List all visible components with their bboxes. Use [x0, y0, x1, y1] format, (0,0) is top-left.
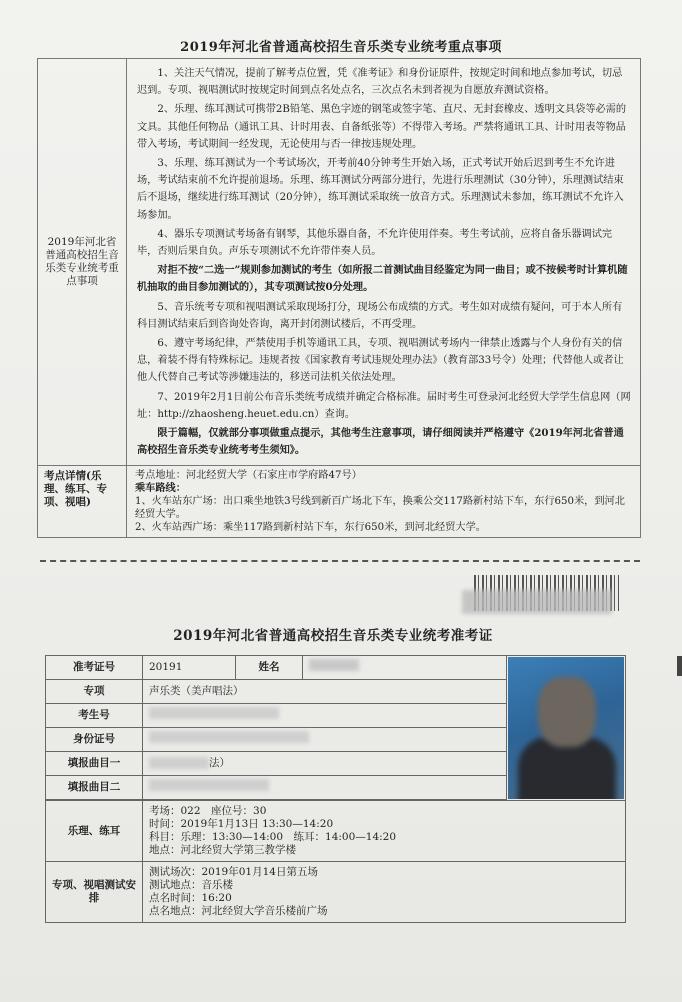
candidate-no-value	[143, 703, 507, 727]
admit-card-title: 2019年河北省普通高校招生音乐类专业统考准考证	[173, 628, 493, 644]
id-value	[143, 727, 507, 751]
theory-time: 时间：2019年1月13日 13:30—14:20	[149, 818, 334, 830]
candidate-photo	[508, 657, 624, 799]
song2-label: 填报曲目二	[46, 775, 143, 799]
venue-details-label: 考点详情(乐理、练耳、专项、视唱)	[38, 466, 127, 538]
candidate-no-label: 考生号	[46, 703, 143, 727]
notice-body	[127, 59, 641, 466]
notice-item-1: 1、关注天气情况，提前了解考点位置，凭《准考证》和身份证原件，按规定时间和地点参加考试，切忌迟到。专项、视唱测试时按规定时间到点名处点名，三次点名未到者视为自愿放弃测试资格。	[137, 68, 623, 97]
notice-item-4-rule: 对拒不按“二选一”规则参加测试的考生（如所报二首测试曲目经鉴定为同一曲目；或不按候考时计算机随机抽取的曲目参加测试的），其专项测试按0分处理。	[137, 264, 628, 294]
route-1: 1、火车站东广场：出口乘坐地铁3号线到新百广场北下车，换乘公交117路新村站下车，东行650米，到河北经贸大学。	[135, 496, 625, 521]
special-label: 专项、视唱测试安排	[46, 862, 143, 923]
theory-room: 考场：022 座位号：30	[149, 805, 267, 817]
notice-side-label: 2019年河北省普通高校招生音乐类专业统考重点事项	[38, 59, 127, 466]
notice-item-5: 5、音乐统考专项和视唱测试采取现场打分，现场公布成绩的方式。考生如对成绩有疑问，可于本人所有科目测试结束后到咨询处咨询，离开封闭测试楼后，不再受理。	[137, 301, 623, 330]
route-title: 乘车路线：	[135, 482, 186, 495]
theory-label: 乐理、练耳	[46, 801, 143, 862]
edge-mark	[677, 656, 682, 676]
theory-schedule	[143, 801, 626, 862]
photo-cell	[507, 656, 626, 801]
notice-item-closing: 限于篇幅，仅就部分事项做重点提示，其他考生注意事项，请仔细阅读并严格遵守《2019年河北省普通高校招生音乐类专业统考考生须知》。	[137, 427, 624, 457]
song2-value	[143, 775, 507, 799]
rollcall-time: 点名时间：16:20	[149, 892, 232, 904]
rollcall-location: 点名地点：河北经贸大学音乐楼前广场	[149, 905, 328, 917]
notice-table	[37, 58, 641, 538]
notice-item-3: 3、乐理、练耳测试为一个考试场次，开考前40分钟考生开始入场，正式考试开始后迟到考生不允许进场，考试结束前不允许提前退场。乐理、练耳测试分两部分进行，先进行乐理测试（30分钟），乐理测试结束后不退场，继续进行练耳测试（20分钟），练耳测试采取统一放音方式。乐理测试未参加，练耳测试不允许入场参加。	[137, 158, 624, 221]
venue-details	[127, 466, 641, 538]
venue-address: 考点地址：河北经贸大学（石家庄市学府路47号）	[135, 470, 362, 482]
exam-no-label: 准考证号	[46, 656, 143, 680]
special-schedule	[143, 862, 626, 923]
notice-item-4: 4、器乐专项测试考场备有钢琴，其他乐器自备，不允许使用伴奏。考生考试前，应将自备乐器调试完毕，否则后果自负。声乐专项测试不允许带伴奏人员。	[137, 228, 613, 258]
notice-item-7: 7、2019年2月1日前公布音乐类统考成绩并确定合格标准。届时考生可登录河北经贸大学学生信息网（网址：http://zhaosheng.heuet.edu.cn）查询。	[137, 391, 631, 420]
specialty-label: 专项	[46, 679, 143, 703]
song1-label: 填报曲目一	[46, 751, 143, 775]
specialty-value: 声乐类（美声唱法）	[143, 679, 507, 703]
redacted-barcode-number	[462, 590, 612, 614]
notice-title: 2019年河北省普通高校招生音乐类专业统考重点事项	[180, 40, 502, 55]
song1-value: 法）	[143, 751, 507, 775]
notice-item-6: 6、遵守考场纪律，严禁使用手机等通讯工具，专项、视唱测试考场内一律禁止透露与个人身份有关的信息，着装不得有特殊标记。违规者按《国家教育考试违规处理办法》（教育部33号令）处理；代替他人或者让他人代替自己考试等涉嫌违法的，移送司法机关依法处理。	[137, 338, 624, 384]
name-label: 姓名	[236, 656, 303, 680]
theory-subjects: 科目：乐理：13:30—14:00 练耳：14:00—14:20	[149, 831, 397, 843]
id-label: 身份证号	[46, 727, 143, 751]
name-value	[303, 656, 507, 680]
route-2: 2、火车站西广场：乘坐117路到新村站下车，东行650米，到河北经贸大学。	[135, 522, 486, 534]
theory-location: 地点：河北经贸大学第三教学楼	[149, 844, 296, 856]
special-location: 测试地点：音乐楼	[149, 879, 233, 891]
cut-line	[40, 560, 640, 562]
notice-item-2: 2、乐理、练耳测试可携带2B铅笔、黑色字迹的钢笔或签字笔、直尺、无封套橡皮、透明文具袋等必需的文具。其他任何物品（通讯工具、计时用表、自备纸张等）不得带入考场。严禁将通讯工具、计时用表等物品带入考场，考试期间一经发现，无论使用与否一律按违规处理。	[137, 104, 627, 150]
exam-no-value: 20191	[143, 656, 236, 680]
special-session: 测试场次：2019年01月14日第五场	[149, 866, 318, 878]
admit-card-table	[45, 655, 626, 923]
